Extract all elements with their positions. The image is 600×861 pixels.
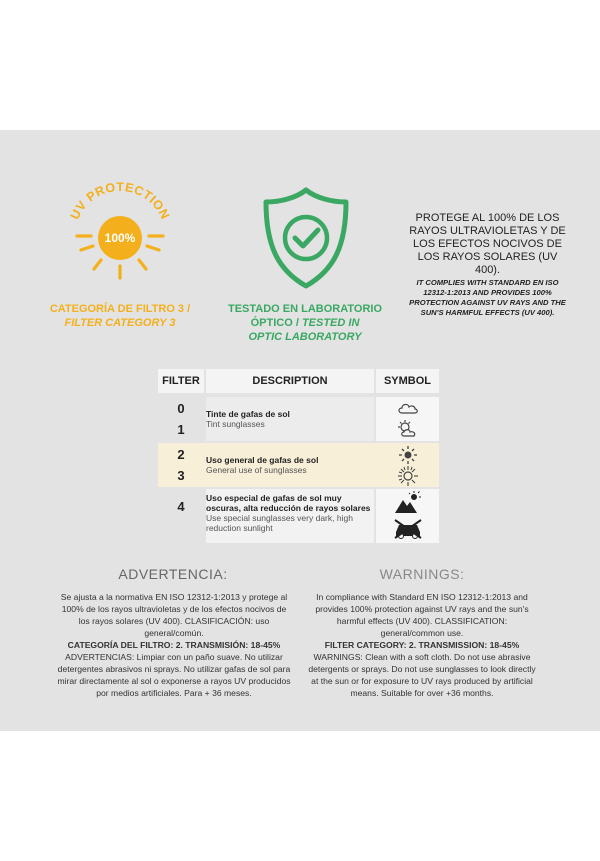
warning-title-es: ADVERTENCIA: — [118, 566, 228, 582]
sun-cloud-icon — [396, 419, 420, 439]
filter-number: 0 — [177, 401, 185, 416]
filter-number: 1 — [177, 422, 185, 437]
table-row — [158, 489, 439, 543]
row-description: Uso especial de gafas de sol muy oscuras, alta reducción de rayos solares Use special sunglasses very dark, high reduction sunlight — [206, 493, 371, 533]
bright-sun-icon — [397, 465, 419, 487]
warning-title-en: WARNINGS: — [379, 566, 465, 582]
svg-text:UV PROTECTION — [68, 180, 173, 222]
protection-statement-es: PROTEGE AL 100% DE LOS RAYOS ULTRAVIOLETAS Y DE LOS EFECTOS NOCIVOS DE LOS RAYOS SOLARES (UV 400). — [409, 212, 566, 276]
warning-body-en: In compliance with Standard EN ISO 12312-1:2013 and provides 100% protection against UV rays and the sun's harmful effects (UV 400). CLASSIFICATION: general/common use. FILTER CATEGORY: 2. TRANSMISSION: 18-45% WARNINGS: Clean with a soft cloth. Do not use abrasive detergents or sprays. Do not use sunglasses to look directly at the sun or for exposure to UV rays produced by artificial means. Suitable for over +36 months. — [308, 592, 536, 698]
shield-check-icon — [258, 186, 354, 290]
no-driving-icon — [393, 517, 423, 539]
header-filter: FILTER — [158, 369, 204, 393]
filter-category-label: CATEGORÍA DE FILTRO 3 / FILTER CATEGORY 3 — [49, 303, 191, 329]
lab-tested-label: TESTADO EN LABORATORIO ÓPTICO / TESTED IN OPTIC LABORATORY — [228, 303, 382, 343]
table-row — [158, 397, 439, 441]
warning-body-es: Se ajusta a la normativa EN ISO 12312-1:2013 y protege al 100% de los rayos ultravioletas y de los efectos nocivos de los rayos solares (UV 400). CLASIFICACIÓN: uso general/común. CATEGORÍA DEL FILTRO: 2. TRANSMISIÓN: 18-45% ADVERTENCIAS: Limpiar con un paño suave. No utilizar detergentes abrasivos ni sprays. No utilizar gafas de sol para mirar directamente al sol o exponerse a rayos UV producidos por medios artificiales. Para + 36 meses. — [57, 592, 291, 698]
uv-arc-text: UV PROTECTION — [67, 179, 173, 222]
header-symbol: SYMBOL — [376, 369, 439, 393]
mountain-sun-icon — [394, 491, 422, 515]
filter-number: 3 — [177, 468, 185, 483]
uv-percent: 100% — [104, 231, 136, 245]
header-description: DESCRIPTION — [206, 369, 374, 393]
cloud-icon — [396, 400, 420, 416]
protection-statement-en: IT COMPLIES WITH STANDARD EN ISO 12312-1:2013 AND PROVIDES 100% PROTECTION AGAINST UV RAYS AND THE SUN'S HARMFUL EFFECTS (UV 400). — [409, 278, 566, 317]
sun-icon — [398, 445, 418, 465]
row-description: Uso general de gafas de sol General use of sunglasses — [206, 455, 319, 475]
filter-number: 4 — [177, 499, 185, 514]
uv-sun-icon — [55, 178, 185, 298]
protection-statement — [405, 212, 570, 318]
table-row — [158, 443, 439, 487]
row-description: Tinte de gafas de sol Tint sunglasses — [206, 409, 290, 429]
filter-number: 2 — [177, 447, 185, 462]
